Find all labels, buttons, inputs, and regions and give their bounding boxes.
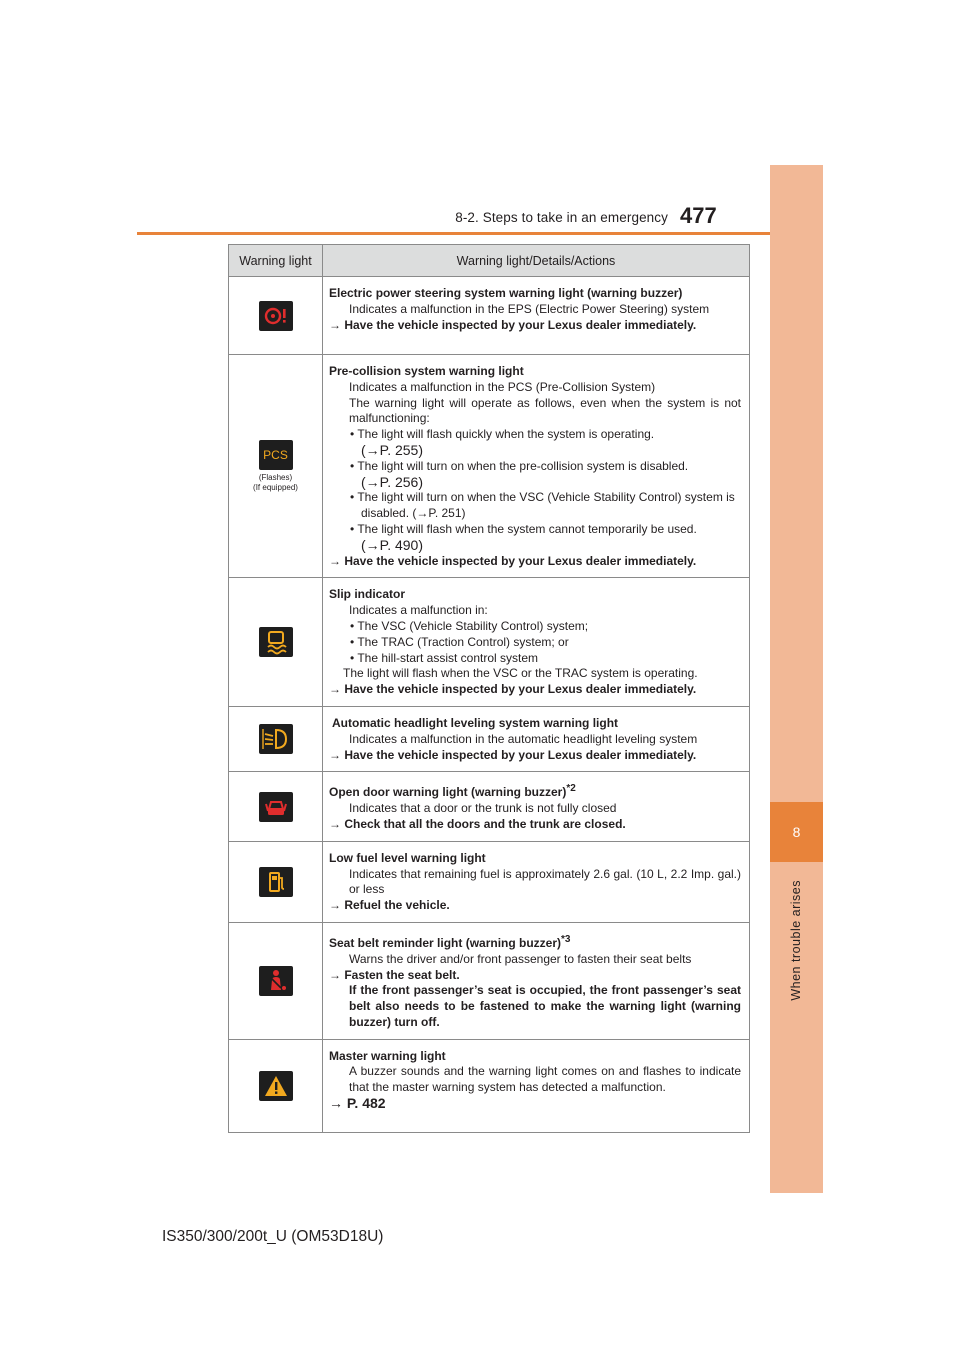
row-action: → Check that all the doors and the trunk are closed. xyxy=(329,816,626,831)
row-description: Indicates a malfunction in: xyxy=(349,603,488,618)
bullet-item: • The light will turn on when the pre-collision system is disabled. (→P. 256) xyxy=(350,458,689,490)
row-action-detail: If the front passenger’s seat is occupied, the front passenger’s seat belt also needs to be fastened to make the warning light (warning buzzer) turn off. xyxy=(349,983,741,1029)
row-title: Open door warning light (warning buzzer)$^{*2}$ xyxy=(329,783,576,800)
row-description: Warns the driver and/or front passenger to fasten their seat belts xyxy=(349,951,692,966)
open-door-car-icon xyxy=(259,792,293,822)
column-header-details: Warning light/Details/Actions xyxy=(323,245,750,277)
row-action: → Refuel the vehicle. xyxy=(329,898,450,913)
table-row xyxy=(229,772,750,841)
row-title: Low fuel level warning light xyxy=(329,850,486,865)
row-description: A buzzer sounds and the warning light comes on and flashes to indicate that the master warning system has detected a malfunction. xyxy=(349,1064,741,1095)
row-action: → Have the vehicle inspected by your Lexus dealer immediately. xyxy=(329,553,697,568)
row-title: Master warning light xyxy=(329,1048,446,1063)
table-row xyxy=(229,277,750,355)
row-description-2: The warning light will operate as follows, even when the system is not malfunctioning: xyxy=(349,395,741,426)
row-title: Automatic headlight leveling system warning light xyxy=(332,715,619,730)
table-row xyxy=(229,841,750,922)
row-title: Slip indicator xyxy=(329,587,406,602)
bullet-item: • The VSC (Vehicle Stability Control) system; xyxy=(350,618,589,633)
chapter-side-tab xyxy=(770,165,823,1193)
column-header-light: Warning light xyxy=(229,245,323,277)
row-action: → Have the vehicle inspected by your Lexus dealer immediately. xyxy=(329,747,697,762)
table-row xyxy=(229,578,750,707)
table-row xyxy=(229,355,750,578)
footnote-marker: *3 xyxy=(561,933,571,945)
footnote-marker: *2 xyxy=(566,783,576,795)
row-description: Indicates a malfunction in the EPS (Electric Power Steering) system xyxy=(349,301,710,316)
headlight-leveling-icon xyxy=(259,724,293,754)
header-rule xyxy=(137,232,823,235)
bullet-item: • The TRAC (Traction Control) system; or xyxy=(350,634,569,649)
bullet-item: • The light will flash quickly when the system is operating. (→P. 255) xyxy=(350,427,655,458)
icon-note-equipped: (If equipped) xyxy=(253,482,298,492)
table-row xyxy=(229,706,750,771)
bullet-item: • The light will flash when the system cannot temporarily be used. (→P. 490) xyxy=(350,521,697,553)
icon-note-flashes: (Flashes) xyxy=(258,472,293,482)
bullet-item: • The light will turn on when the VSC (Vehicle Stability Control) system is disabled. (→P. 251) xyxy=(350,490,735,521)
table-header-row xyxy=(229,245,750,277)
table-row xyxy=(229,922,750,1039)
fuel-pump-icon xyxy=(259,867,293,897)
row-description-2: The light will flash when the VSC or the TRAC system is operating. xyxy=(343,666,698,681)
row-title: Electric power steering system warning light (warning buzzer) xyxy=(329,286,683,300)
row-description: Indicates a malfunction in the automatic headlight leveling system xyxy=(349,731,698,746)
chapter-title: When trouble arises xyxy=(789,879,803,1001)
warning-light-table xyxy=(228,244,750,1133)
section-title: 8-2. Steps to take in an emergency xyxy=(455,210,668,225)
row-action: → Have the vehicle inspected by your Lexus dealer immediately. xyxy=(329,317,697,332)
model-footer: IS350/300/200t_U (OM53D18U) xyxy=(162,1228,384,1245)
bullet-item: • The hill-start assist control system xyxy=(350,650,539,665)
row-action: → Have the vehicle inspected by your Lexus dealer immediately. xyxy=(329,682,697,697)
row-description: Indicates that remaining fuel is approximately 2.6 gal. (10 L, 2.2 Imp. gal.) or less xyxy=(349,866,741,897)
skidding-car-icon xyxy=(259,627,293,657)
steering-exclamation-icon xyxy=(259,301,293,331)
row-action: → Fasten the seat belt. xyxy=(329,967,460,982)
row-description: Indicates a malfunction in the PCS (Pre-Collision System) xyxy=(349,379,656,394)
warning-triangle-icon xyxy=(259,1071,293,1101)
row-title: Pre-collision system warning light xyxy=(329,364,524,378)
page-number: 477 xyxy=(680,203,717,228)
chapter-number: 8 xyxy=(770,802,823,862)
row-action: → P. 482 xyxy=(329,1095,386,1112)
seatbelt-person-icon xyxy=(259,966,293,996)
row-title: Seat belt reminder light (warning buzzer)$^{*3}$ xyxy=(329,933,571,950)
pcs-text-icon: PCS xyxy=(259,440,293,470)
table-row xyxy=(229,1039,750,1132)
row-description: Indicates that a door or the trunk is not fully closed xyxy=(349,801,617,816)
